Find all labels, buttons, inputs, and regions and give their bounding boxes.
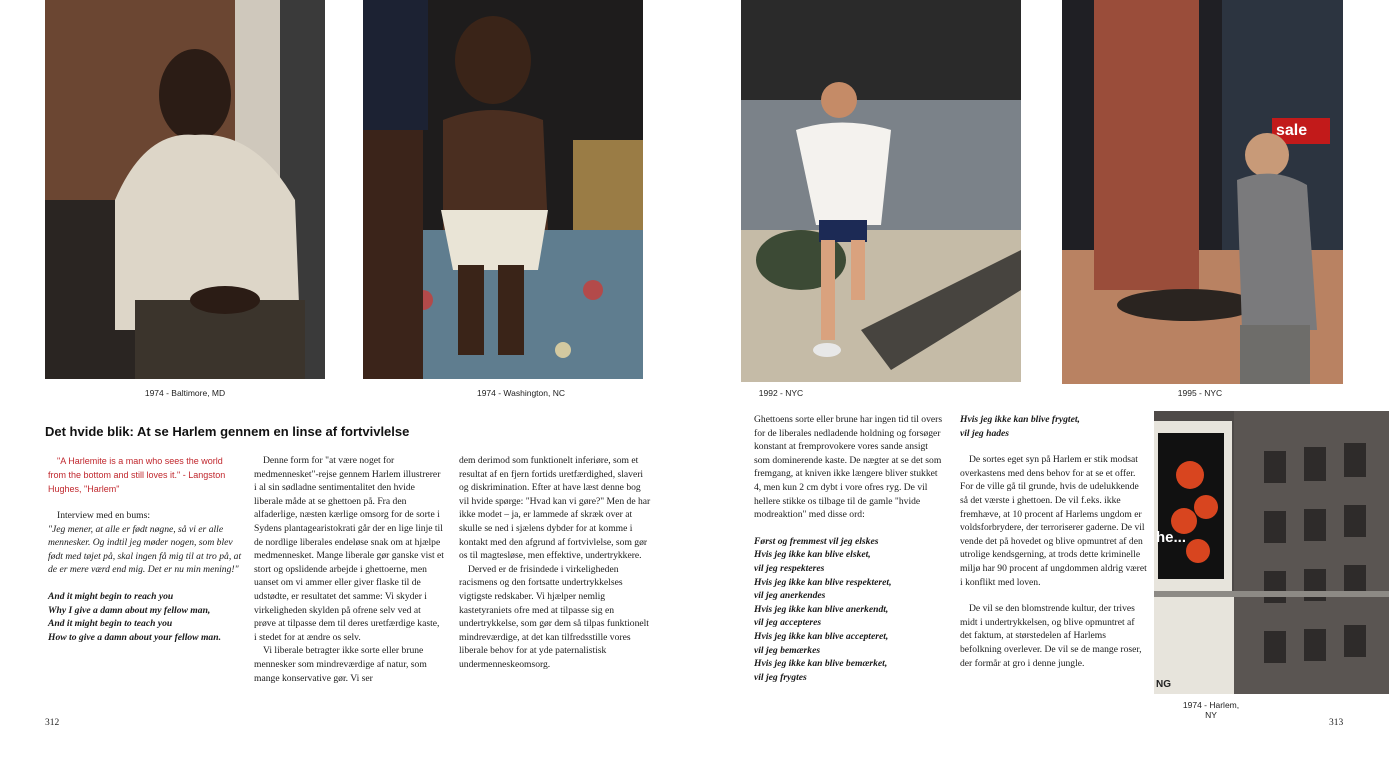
interview-quote: "Jeg mener, at alle er født nøgne, så vi er alle mennesker. Og indtil jeg møder nogen, som blev født med tøjet på, skal ingen få mig til at tro på, at de er mere værd end mig. Det er nu min mening!" [48,523,242,576]
text-column-2 [254,454,444,685]
text-column-5 [960,413,1148,670]
photo-harlem [1154,411,1389,694]
caption-nyc-1995: 1995 - NYC [1177,388,1223,398]
photo-baltimore-man [45,0,325,379]
lyric-line: And it might begin to reach you [48,590,174,602]
poem-line: Hvis jeg ikke kan blive frygtet, [960,414,1080,425]
paragraph: Vi liberale betragter ikke sorte eller brune mennesker som mindreværdige af natur, som mange konservative gør. Vi ser [254,645,427,684]
photo-harlem-graphic [1154,411,1389,694]
photo-nyc-runner-graphic [741,0,1021,382]
poem-line: vil jeg frygtes [754,671,807,683]
paragraph: De sortes eget syn på Harlem er stik modsat overkastens med dens behov for at se et offer. For de ville gå til grunde, hvis de udelukkende så det værste i ghettoen. De vil f.eks. ikke fremhæve, at 10 procent af Harlems ungdom er voldsforbrydere, der terroriserer gaderne. De vil vende det på hovedet og blive opmuntret af den utrolige kendsgerning, at trods dette kriminelle miljø har 90 procent af ungdommen aldrig været i konflikt med loven. [960,454,1147,588]
photo-nyc-runner [741,0,1021,382]
poem-line: Hvis jeg ikke kan blive elsket, [754,549,871,561]
paragraph: De vil se den blomstrende kultur, der trives midt i undertrykkelsen, og blive opmuntret af det faktum, at størstedelen af Harlems befolkning overlever. De vil se de mange roser, der formår at gro i denne jungle. [960,603,1142,669]
poem-line: Hvis jeg ikke kan blive respekteret, [754,576,892,588]
paragraph: Denne form for "at være noget for medmennesket"-rejse gennem Harlem illustrerer i al sin sødladne sentimentalitet den hvide liberale måde at se ghettoen på. Fra den alfaderlige, næsten kærlige omsorg for de sorte i Sydens plantagearistokrati går der en lige linje til de nordlige liberales endeløse snak om at hjælpe medmennesket. Mange liberale gør ganske vist et stort og opslidende arbejde i ghettoerne, men uanset om vi ammer eller giver flaske til de udstødte, er resultatet det samme: Vi skyder i virkeligheden skylden på ofrene selv ved at prøve at tilpasse dem til deres uretfærdige kaste, i stedet for at ændre os selv. [254,455,444,643]
lyric-line: Why I give a damn about my fellow man, [48,604,211,616]
poem-line: vil jeg bemærkes [754,644,821,656]
caption-baltimore: 1974 - Baltimore, MD [144,388,226,398]
poem-line: vil jeg hades [960,427,1010,439]
lyric-line: How to give a damn about your fellow man. [48,631,221,643]
text-column-4 [754,413,944,684]
poem-line: Hvis jeg ikke kan blive anerkendt, [754,603,889,615]
photo-nyc-sidewalk [1062,0,1343,384]
paragraph: Ghettoens sorte eller brune har ingen tid til overs for de liberales nedladende holdning og forsøger konstant at fremprovokere vores sande ansigt som dominerende kaste. De nægter at se det som fremgang, at kniven ikke længere bliver stukket 4, men kun 2 cm dybt i vore ofres ryg. De vil hellere stikke os tilbage til de gamle "hvide modreaktion" med disse ord: [754,414,943,521]
caption-harlem: 1974 - Harlem, NY [1182,700,1240,720]
billboard-text: he... [1156,529,1187,546]
text-column-3 [459,454,651,672]
photo-washington-child [363,0,643,379]
page-number-right: 313 [1329,718,1344,728]
interview-intro: Interview med en bums: [57,510,150,521]
langston-hughes-quote: "A Harlemite is a man who sees the world from the bottom and still loves it." - Langston Hughes, "Harlem" [48,456,226,494]
paragraph: Derved er de frisindede i virkeligheden racismens og den fortsatte undertrykkelses vigtigste redskaber. Vi hjælper nemlig kastetyraniets ofre med at tilpasse sig en undertrykkelse, som gør dem så tilpas funktionelt mindreværdige, at det kan tilfredsstille vores liberale behov for at yde paternalistisk undermenneskeomsorg. [459,563,649,670]
poem-line: Først og fremmest vil jeg elskes [754,535,879,547]
poem-line: Hvis jeg ikke kan blive accepteret, [754,630,889,642]
poem-line: vil jeg accepteres [754,617,822,629]
article-heading: Det hvide blik: At se Harlem gennem en linse af fortvivlelse [45,424,410,439]
page-number-left: 312 [45,718,60,728]
photo-baltimore-graphic [45,0,325,379]
poem-line: vil jeg anerkendes [754,590,826,602]
poem-line: Hvis jeg ikke kan blive bemærket, [754,658,888,670]
caption-nyc-1992: 1992 - NYC [758,388,804,398]
poem-line: vil jeg respekteres [754,562,825,574]
photo-washington-graphic [363,0,643,379]
billboard-bottom-text: NG [1156,679,1171,690]
paragraph: dem derimod som funktionelt inferiøre, som et resultat af en fjern fortids uretfærdighed, slaveri og diskrimination. Efter at have læst denne bog vil hvide spørge: "Hvad kan vi gøre?" Men de har ikke modet – ja, er lammede af skræk over at skulle se ned i sjælens dybder for at komme i kontakt med den afgrund af fortvivlelse, som gør os til magtesløse, men effektive, undertrykkere. [459,455,651,562]
lyric-line: And it might begin to teach you [48,618,173,630]
caption-washington: 1974 - Washington, NC [476,388,566,398]
text-column-1 [48,454,243,644]
photo-nyc-sidewalk-graphic [1062,0,1343,384]
sale-sign: sale [1276,122,1308,139]
